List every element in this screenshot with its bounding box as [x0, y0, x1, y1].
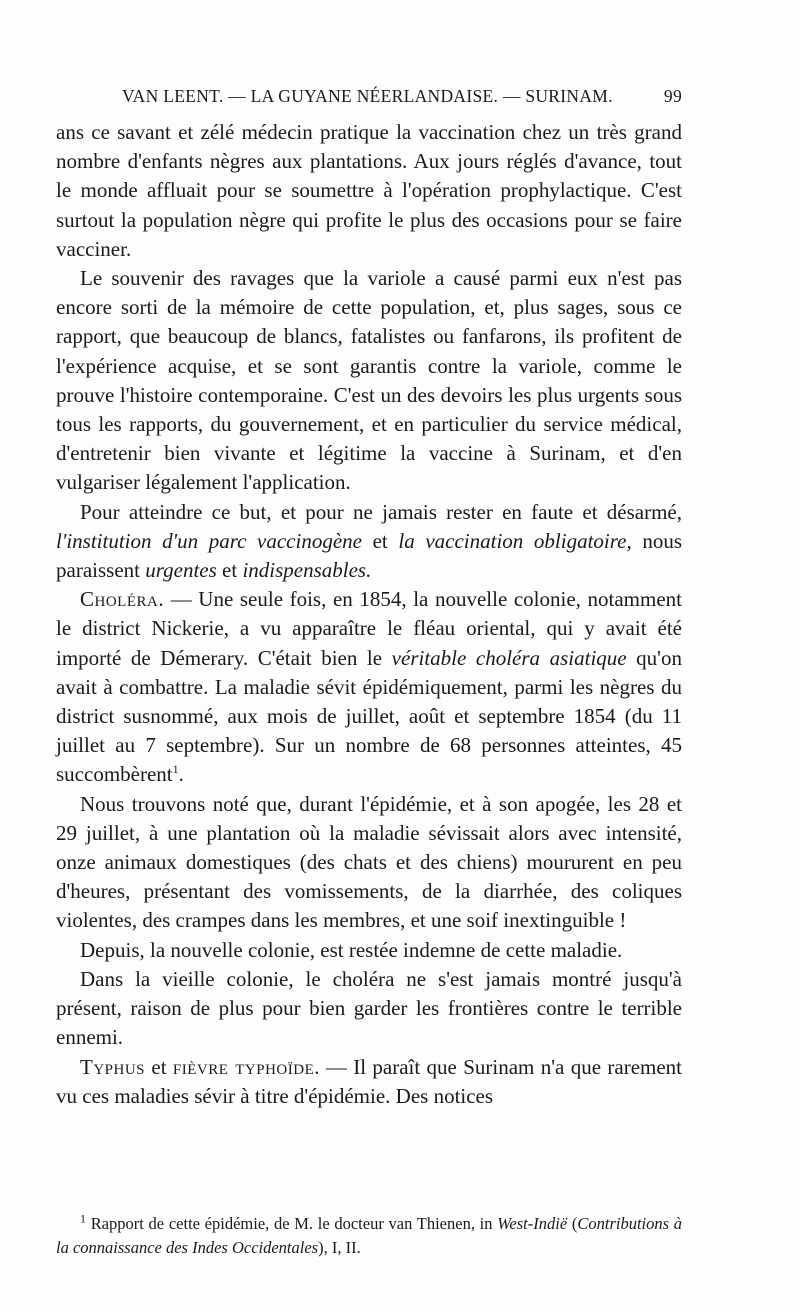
- text-run: — Une seule fois, en 1854, la nouvelle colonie, notamment le district Nickerie, a vu apparaître le fléau oriental, qui y avait été importé de Démerary. C'était bien le: [56, 587, 682, 670]
- main-text: [56, 118, 682, 1111]
- text-run: et: [216, 558, 243, 583]
- text-run: qu'on avait à combattre. La maladie sévit épidémiquement, parmi les nègres du district susnommé, aux mois de juillet, août et septembre 1854 (du 11 juillet au 7 septembre). Sur un nombre de 68 personnes atteintes, 45 succombèrent: [56, 645, 682, 787]
- text-run: Rapport de cette épidémie, de M. le docteur van Thienen, in: [86, 1214, 498, 1233]
- text-run: et: [361, 528, 399, 553]
- italic-run: Contributions à la connaissance des Indes Occidentales: [56, 1214, 682, 1257]
- section-heading-typhoid: fièvre typhoïde: [172, 1054, 315, 1079]
- paragraph-cholera: [56, 585, 682, 789]
- italic-run: véritable choléra asiatique: [391, 645, 627, 670]
- text-run: et: [145, 1054, 173, 1079]
- section-heading-typhus: Typhus: [80, 1054, 146, 1079]
- paragraph-vaccination-practice: ans ce savant et zélé médecin pratique la vaccination chez un très grand nombre d'enfants nègres aux plantations. Aux jours réglés d'avance, tout le monde affluait pour se soumettre à l'opération prophylactique. C'est surtout la population nègre qui profite le plus des occasions pour se faire vacciner.: [56, 120, 682, 261]
- section-heading-cholera: Choléra.: [80, 587, 165, 612]
- italic-run: urgentes: [145, 558, 217, 583]
- text-run: . — Il paraît que Surinam n'a que rarement vu ces maladies sévir à titre d'épidémie. Des notices: [56, 1054, 682, 1108]
- footnotes: [56, 1212, 682, 1260]
- paragraph-epidemic-animals: Nous trouvons noté que, durant l'épidémie, et à son apogée, les 28 et 29 juillet, à une plantation où la maladie sévissait alors avec intensité, onze animaux domestiques (des chats et des chiens) moururent en peu d'heures, présentant des vomissements, de la diarrhée, des coliques violentes, des crampes dans les membres, et une soif inextinguible !: [56, 791, 682, 933]
- paragraph-colony-unscathed: Depuis, la nouvelle colonie, est restée indemne de cette maladie.: [80, 937, 623, 962]
- italic-run: indispensables.: [242, 558, 372, 583]
- text-run: nous paraissent: [56, 528, 682, 583]
- paragraph-typhus: [56, 1053, 682, 1111]
- text-run: Pour atteindre ce but, et pour ne jamais rester en faute et désarmé,: [80, 499, 682, 524]
- footnote-1: [56, 1212, 682, 1260]
- running-title: VAN LEENT. — LA GUYANE NÉERLANDAISE. — SURINAM.: [122, 86, 613, 106]
- paragraph-old-colony: Dans la vieille colonie, le choléra ne s'est jamais montré jusqu'à présent, raison de plus pour bien garder les frontières contre le terrible ennemi.: [56, 966, 682, 1050]
- paragraph-recommendations: [56, 498, 682, 586]
- page-number: 99: [663, 86, 682, 106]
- text-run: (: [567, 1214, 578, 1233]
- running-header: [122, 86, 682, 112]
- italic-run: West-Indië: [497, 1214, 568, 1233]
- footnote-marker: 1: [80, 1211, 86, 1226]
- paragraph-smallpox-memory: Le souvenir des ravages que la variole a causé parmi eux n'est pas encore sorti de la mémoire de cette population, et, plus sages, sous ce rapport, que beaucoup de blancs, fatalistes ou fanfarons, ils profitent de l'expérience acquise, et se sont garantis contre la variole, comme le prouve l'histoire contemporaine. C'est un des devoirs les plus urgents sous tous les rapports, du gouvernement, et en particulier du service médical, d'entretenir bien vivante et légitime la vaccine à Surinam, et d'en vulgariser légalement l'application.: [56, 266, 682, 495]
- footnote-reference: 1: [172, 762, 179, 777]
- italic-run: l'institution d'un parc vaccinogène: [56, 528, 362, 553]
- text-run: .: [178, 762, 184, 787]
- italic-run: la vaccination obligatoire,: [398, 528, 632, 553]
- text-run: ), I, II.: [318, 1238, 361, 1257]
